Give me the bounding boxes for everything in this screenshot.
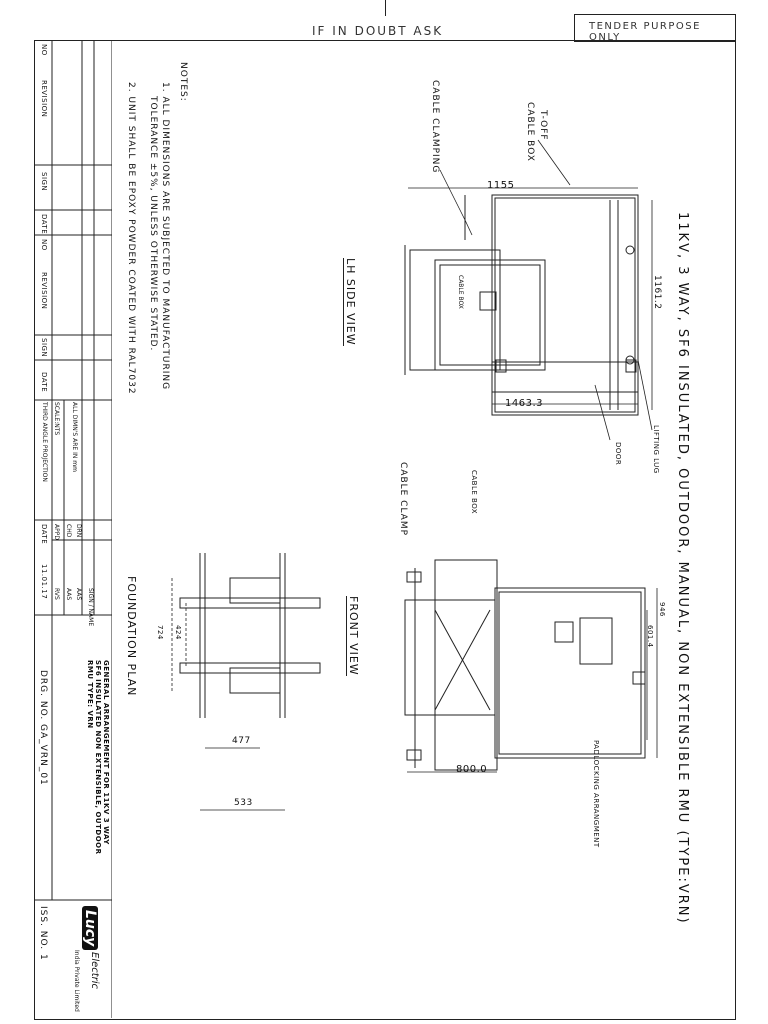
note-1b: TOLERANCE ±5%, UNLESS OTHERWISE STATED. xyxy=(148,96,158,352)
tb-no: NO xyxy=(40,44,48,56)
notes-heading: NOTES: xyxy=(178,62,188,102)
tb-drn: DRN xyxy=(75,524,82,538)
dim-800: 800.0 xyxy=(456,764,488,775)
callout-door: DOOR xyxy=(614,442,622,466)
tb-scale: SCALE:NTS xyxy=(53,402,60,436)
callout-cable-box-top: CABLE BOX xyxy=(525,102,535,162)
tb-chd-val: AAS xyxy=(65,588,72,601)
tb-date: DATE xyxy=(40,214,48,235)
dim-1155: 1155 xyxy=(487,180,515,191)
tb-sign2: SIGN xyxy=(40,338,48,358)
tb-date3: DATE xyxy=(40,524,48,545)
callout-leaders-lh xyxy=(420,130,680,460)
tb-sign-name: SIGN / NAME xyxy=(87,588,94,627)
drawing-title: 11KV, 3 WAY, SF6 INSULATED, OUTDOOR, MANUAL, NON EXTENSIBLE RMU (TYPE:VRN) xyxy=(675,212,690,925)
dim-724: 724 xyxy=(156,625,164,640)
dim-601: 601.4 xyxy=(646,625,654,648)
callout-lifting-lug: LIFTING LUG xyxy=(652,425,660,474)
top-tick xyxy=(385,0,386,16)
front-view-drawing xyxy=(395,540,685,790)
tb-appd: APPD xyxy=(53,524,60,540)
tb-third-angle: THIRD ANGLE PROJECTION xyxy=(41,402,48,482)
tb-ga-title3: RMU TYPE: VRN xyxy=(86,660,94,729)
tender-purpose-box xyxy=(574,14,736,42)
tb-drawn-date: 11.01.17 xyxy=(40,564,48,600)
tb-revision: REVISION xyxy=(40,80,48,118)
foundation-plan-label: FOUNDATION PLAN xyxy=(125,576,138,697)
callout-t-off: T-OFF xyxy=(538,110,548,141)
tb-drn-val: AAS xyxy=(75,588,82,601)
foundation-plan-drawing xyxy=(150,548,340,818)
callout-cable-box-front: CABLE BOX xyxy=(470,470,478,515)
if-in-doubt-label: IF IN DOUBT ASK xyxy=(312,24,444,38)
lh-side-view-label: LH SIDE VIEW xyxy=(344,258,357,346)
company-name-2: India Private Limited xyxy=(73,950,80,1012)
tb-date2: DATE xyxy=(40,372,48,393)
tb-drg-no: DRG. NO. GA_VRN_01 xyxy=(38,670,48,786)
tb-sign: SIGN xyxy=(40,172,48,192)
note-2: 2. UNIT SHALL BE EPOXY POWDER COATED WITH RAL7032 xyxy=(126,82,136,395)
dim-533: 533 xyxy=(234,798,253,808)
tb-all-dims: ALL DIMN'S ARE IN mm xyxy=(71,402,78,472)
tender-purpose-label: TENDER PURPOSE ONLY xyxy=(589,21,701,43)
callout-cable-clamping: CABLE CLAMPING xyxy=(430,80,440,174)
company-name: Electric xyxy=(89,952,100,990)
tb-revision2: REVISION xyxy=(40,272,48,310)
front-view-label: FRONT VIEW xyxy=(347,596,360,676)
callout-cable-clamp: CABLE CLAMP xyxy=(398,462,408,537)
tb-iss-no: ISS. NO. 1 xyxy=(38,906,48,961)
tb-ga-title: GENERAL ARRANGEMENT FOR 11KV 3 WAY xyxy=(102,660,110,845)
dim-477: 477 xyxy=(232,736,251,746)
dim-1463: 1463.3 xyxy=(505,398,543,409)
tb-chd: CHD xyxy=(65,524,72,538)
tb-no2: NO xyxy=(40,239,48,251)
callout-padlocking: PADLOCKING ARRANGMENT xyxy=(592,740,600,848)
tb-ga-title2: SF6 INSULATED NON EXTENSIBLE, OUTDOOR xyxy=(94,660,102,855)
dim-1161: 1161.2 xyxy=(652,275,662,310)
title-block xyxy=(34,40,112,1018)
dim-946: 946 xyxy=(658,602,666,617)
tb-appd-val: RVS xyxy=(53,588,60,600)
company-logo: Lucy xyxy=(82,906,98,950)
note-1: 1. ALL DIMENSIONS ARE SUBJECTED TO MANUFACTURING xyxy=(160,82,170,391)
dim-424: 424 xyxy=(174,625,182,640)
callout-cable-box-inner: CABLE BOX xyxy=(457,275,464,309)
